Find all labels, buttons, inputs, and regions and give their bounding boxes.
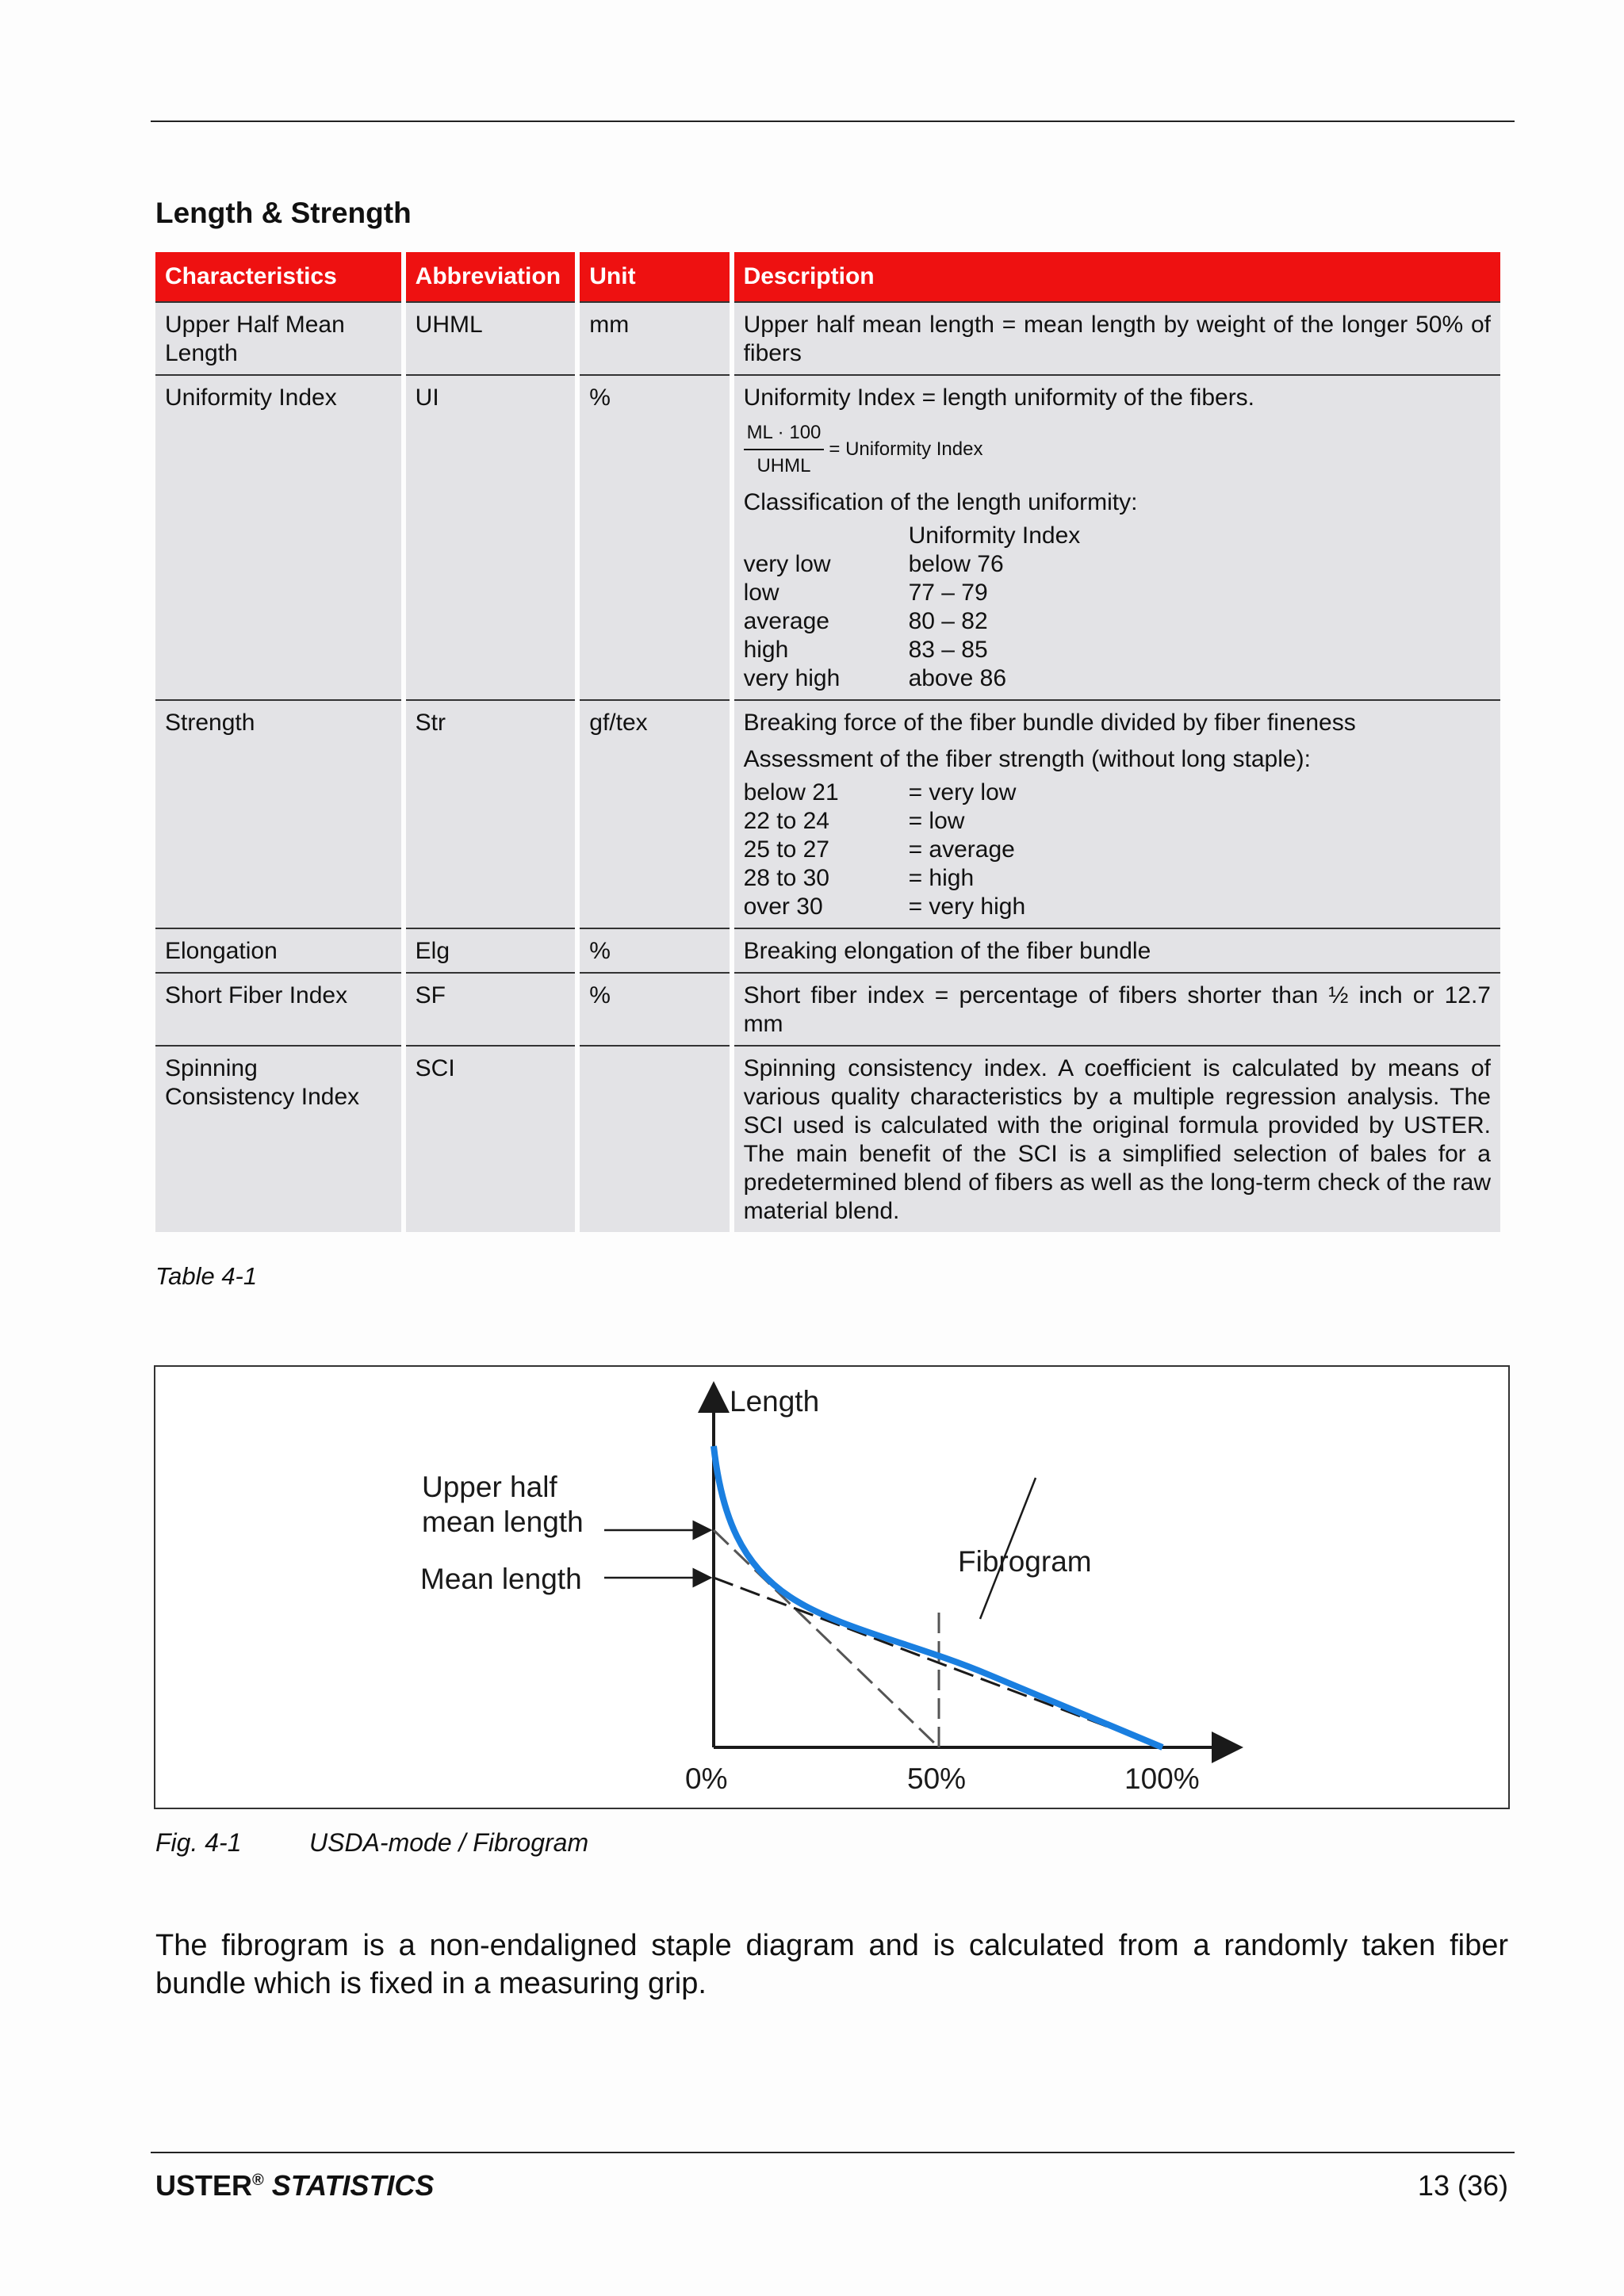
- class-label: average: [743, 608, 829, 634]
- registered-mark: ®: [252, 2172, 264, 2189]
- assessment-range: over 30: [743, 894, 823, 920]
- product-name: STATISTICS: [271, 2169, 435, 2202]
- assessment-label: = very high: [908, 894, 1026, 920]
- fibrogram-figure: [154, 1365, 1510, 1809]
- figure-caption-title: USDA-mode / Fibrogram: [309, 1828, 589, 1857]
- cell-unit: %: [580, 928, 729, 972]
- fibrogram-diagram: [155, 1367, 1508, 1808]
- cell-characteristic: Uniformity Index: [155, 374, 401, 699]
- cell-unit: %: [580, 972, 729, 1045]
- class-value: above 86: [908, 665, 1007, 691]
- cell-unit: mm: [580, 301, 729, 374]
- assessment-range: 28 to 30: [743, 865, 829, 891]
- cell-description: [734, 699, 1500, 928]
- cell-unit: %: [580, 374, 729, 699]
- y-axis-label: Length: [730, 1385, 820, 1418]
- uniformity-formula: [744, 419, 1491, 480]
- assessment-label: = very low: [908, 779, 1017, 806]
- mean-length-label: Mean length: [420, 1563, 582, 1595]
- assessment-title: Assessment of the fiber strength (without long staple):: [743, 746, 1311, 772]
- brand-name: USTER: [155, 2169, 253, 2202]
- cell-abbreviation: SCI: [406, 1045, 576, 1232]
- class-label: low: [743, 580, 779, 606]
- classification-header: Uniformity Index: [908, 522, 1081, 549]
- formula-numerator: ML · 100: [744, 419, 825, 450]
- table-row: [155, 1045, 1500, 1232]
- cell-abbreviation: Elg: [406, 928, 576, 972]
- section-title: Length & Strength: [155, 197, 412, 229]
- assessment-range: 25 to 27: [743, 836, 829, 863]
- table-row: [155, 699, 1500, 928]
- class-label: high: [743, 637, 789, 663]
- x-tick-50: 50%: [907, 1762, 967, 1795]
- page-number: 13 (36): [1417, 2169, 1508, 2202]
- cell-characteristic: Short Fiber Index: [155, 972, 401, 1045]
- cell-description: Short fiber index = percentage of fibers shorter than ½ inch or 12.7 mm: [734, 972, 1500, 1045]
- upper-half-tangent: [714, 1530, 939, 1747]
- cell-characteristic: Strength: [155, 699, 401, 928]
- cell-description: Spinning consistency index. A coefficient is calculated by means of various quality characteristics by a multiple regression analysis. The SCI used is calculated with the original formula provided by USTER. The main benefit of the SCI is a simplified selection of bales for a predetermined blend of fibers as well as the long-term check of the raw material blend.: [734, 1045, 1500, 1232]
- upper-half-label-line2: mean length: [422, 1506, 584, 1538]
- header-characteristics: Characteristics: [155, 252, 401, 301]
- description-text: Breaking force of the fiber bundle divided by fiber fineness: [743, 710, 1356, 736]
- assessment-range: below 21: [743, 779, 839, 806]
- formula-result: = Uniformity Index: [829, 438, 983, 460]
- assessment-label: = high: [908, 865, 975, 891]
- assessment-label: = low: [908, 808, 965, 834]
- table-caption: Table 4-1: [155, 1262, 258, 1290]
- assessment-range: 22 to 24: [743, 808, 829, 834]
- cell-description: Breaking elongation of the fiber bundle: [734, 928, 1500, 972]
- footer-rule: [151, 2152, 1515, 2153]
- cell-unit: gf/tex: [580, 699, 729, 928]
- assessment-label: = average: [908, 836, 1015, 863]
- characteristics-table: [151, 252, 1505, 1232]
- upper-half-label-line1: Upper half: [422, 1471, 557, 1503]
- cell-unit: [580, 1045, 729, 1232]
- x-tick-0: 0%: [685, 1762, 728, 1795]
- class-value: 77 – 79: [908, 580, 988, 606]
- cell-description: [734, 374, 1500, 699]
- figure-caption-number: Fig. 4-1: [155, 1828, 242, 1857]
- x-tick-100: 100%: [1124, 1762, 1200, 1795]
- body-paragraph: The fibrogram is a non-endaligned staple diagram and is calculated from a randomly taken fiber bundle which is fixed in a measuring grip.: [155, 1929, 1508, 2000]
- classification-title: Classification of the length uniformity:: [743, 489, 1138, 515]
- cell-characteristic: Spinning Consistency Index: [155, 1045, 401, 1232]
- assessment-grid: [744, 779, 1491, 921]
- cell-characteristic: Upper Half Mean Length: [155, 301, 401, 374]
- cell-abbreviation: UI: [406, 374, 576, 699]
- cell-abbreviation: SF: [406, 972, 576, 1045]
- class-label: very high: [743, 665, 841, 691]
- class-value: below 76: [908, 551, 1004, 577]
- description-text: Uniformity Index = length uniformity of the fibers.: [743, 385, 1255, 411]
- cell-abbreviation: UHML: [406, 301, 576, 374]
- classification-grid: [744, 522, 1491, 693]
- header-unit: Unit: [580, 252, 729, 301]
- table-row: [155, 374, 1500, 699]
- formula-denominator: UHML: [756, 455, 811, 476]
- class-value: 83 – 85: [908, 637, 988, 663]
- table-row: [155, 301, 1500, 374]
- table-row: [155, 928, 1500, 972]
- cell-description: Upper half mean length = mean length by weight of the longer 50% of fibers: [734, 301, 1500, 374]
- footer-brand: [155, 2169, 434, 2202]
- table-header-row: [155, 252, 1500, 301]
- header-rule: [151, 121, 1515, 122]
- header-description: Description: [734, 252, 1500, 301]
- cell-abbreviation: Str: [406, 699, 576, 928]
- table-row: [155, 972, 1500, 1045]
- cell-characteristic: Elongation: [155, 928, 401, 972]
- class-label: very low: [743, 551, 831, 577]
- header-abbreviation: Abbreviation: [406, 252, 576, 301]
- class-value: 80 – 82: [908, 608, 988, 634]
- fibrogram-label: Fibrogram: [958, 1545, 1092, 1578]
